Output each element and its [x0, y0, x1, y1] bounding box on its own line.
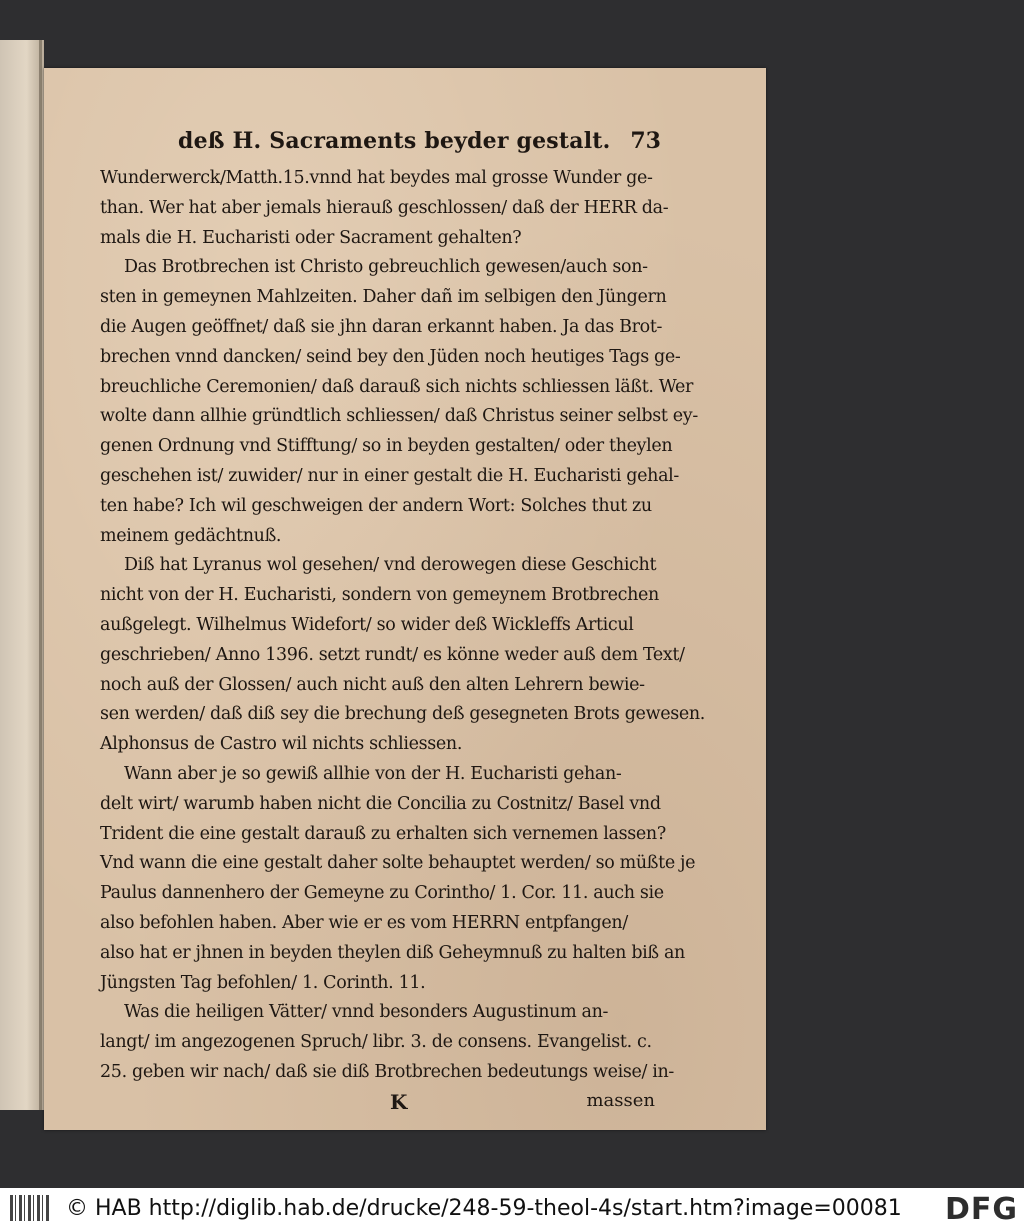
text-line: Trident die eine gestalt darauß zu erhalten sich vernemen lassen? — [100, 823, 666, 844]
text-line: die Augen geöffnet/ daß sie jhn daran erkannt haben. Ja das Brot- — [100, 316, 663, 337]
book-page — [44, 68, 766, 1130]
page-number: 73 — [630, 128, 661, 154]
text-line: delt wirt/ warumb haben nicht die Concilia zu Costnitz/ Basel vnd — [100, 793, 661, 814]
text-line: also befohlen haben. Aber wie er es vom HERRN entpfangen/ — [100, 912, 628, 933]
text-line: Wunderwerck/Matth.15.vnnd hat beydes mal grosse Wunder ge- — [100, 168, 653, 188]
text-line: 25. geben wir nach/ daß sie diß Brotbrechen bedeutungs weise/ in- — [100, 1061, 674, 1082]
text-line: breuchliche Ceremonien/ daß darauß sich nichts schliessen läßt. Wer — [100, 376, 694, 397]
catchword-line — [100, 1090, 655, 1120]
text-line: ten habe? Ich wil geschweigen der andern Wort: Solches thut zu — [100, 495, 652, 516]
page-text-block — [100, 128, 705, 1120]
text-line: also hat er jhnen in beyden theylen diß Geheymnuß zu halten biß an — [100, 942, 685, 963]
running-head — [100, 128, 661, 164]
text-line: geschehen ist/ zuwider/ nur in einer gestalt die H. Eucharisti gehal- — [100, 465, 679, 486]
text-line: meinem gedächtnuß. — [100, 525, 282, 546]
text-line: Vnd wann die eine gestalt daher solte behauptet werden/ so müßte je — [100, 853, 696, 874]
text-line: Was die heiligen Vätter/ vnnd besonders Augustinum an- — [124, 1002, 609, 1023]
text-line: mals die H. Eucharisti oder Sacrament gehalten? — [100, 227, 522, 248]
previous-page-edge — [0, 40, 44, 1110]
dfg-logo: DFG — [944, 1192, 1018, 1227]
running-title: deß H. Sacraments beyder gestalt. — [178, 128, 611, 154]
text-line: langt/ im angezogenen Spruch/ libr. 3. de consens. Evangelist. c. — [100, 1032, 652, 1053]
text-line: geschrieben/ Anno 1396. setzt rundt/ es könne weder auß dem Text/ — [100, 644, 685, 665]
body-text — [100, 164, 705, 1088]
signature-mark: K — [390, 1089, 408, 1114]
text-line: Jüngsten Tag befohlen/ 1. Corinth. 11. — [100, 972, 426, 993]
text-line: sten in gemeynen Mahlzeiten. Daher dañ im selbigen den Jüngern — [100, 287, 667, 308]
catchword: massen — [586, 1089, 655, 1111]
text-line: Das Brotbrechen ist Christo gebreuchlich gewesen/auch son- — [124, 257, 648, 278]
footer-bar — [0, 1188, 1024, 1228]
text-line: genen Ordnung vnd Stifftung/ so in beyden gestalten/ oder theylen — [100, 436, 673, 457]
text-line: brechen vnnd dancken/ seind bey den Jüden noch heutiges Tags ge- — [100, 346, 681, 367]
text-line: wolte dann allhie gründtlich schliessen/ daß Christus seiner selbst ey- — [100, 406, 698, 427]
text-line: außgelegt. Wilhelmus Widefort/ so wider deß Wickleffs Articul — [100, 614, 634, 635]
text-line: nicht von der H. Eucharisti, sondern von gemeynem Brotbrechen — [100, 585, 659, 606]
text-line: Alphonsus de Castro wil nichts schliessen. — [100, 734, 463, 755]
copyright-url[interactable]: © HAB http://diglib.hab.de/drucke/248-59-theol-4s/start.htm?image=00081 — [66, 1195, 902, 1221]
text-line: Paulus dannenhero der Gemeyne zu Corintho/ 1. Cor. 11. auch sie — [100, 883, 664, 904]
text-line: Diß hat Lyranus wol gesehen/ vnd derowegen diese Geschicht — [124, 555, 657, 576]
text-line: Wann aber je so gewiß allhie von der H. Eucharisti gehan- — [124, 763, 622, 784]
text-line: noch auß der Glossen/ auch nicht auß den alten Lehrern bewie- — [100, 674, 645, 695]
text-line: than. Wer hat aber jemals hierauß geschlossen/ daß der HERR da- — [100, 197, 669, 218]
text-line: sen werden/ daß diß sey die brechung deß gesegneten Brots gewesen. — [100, 704, 705, 725]
barcode-icon — [10, 1195, 50, 1221]
gutter-line — [39, 40, 42, 1110]
